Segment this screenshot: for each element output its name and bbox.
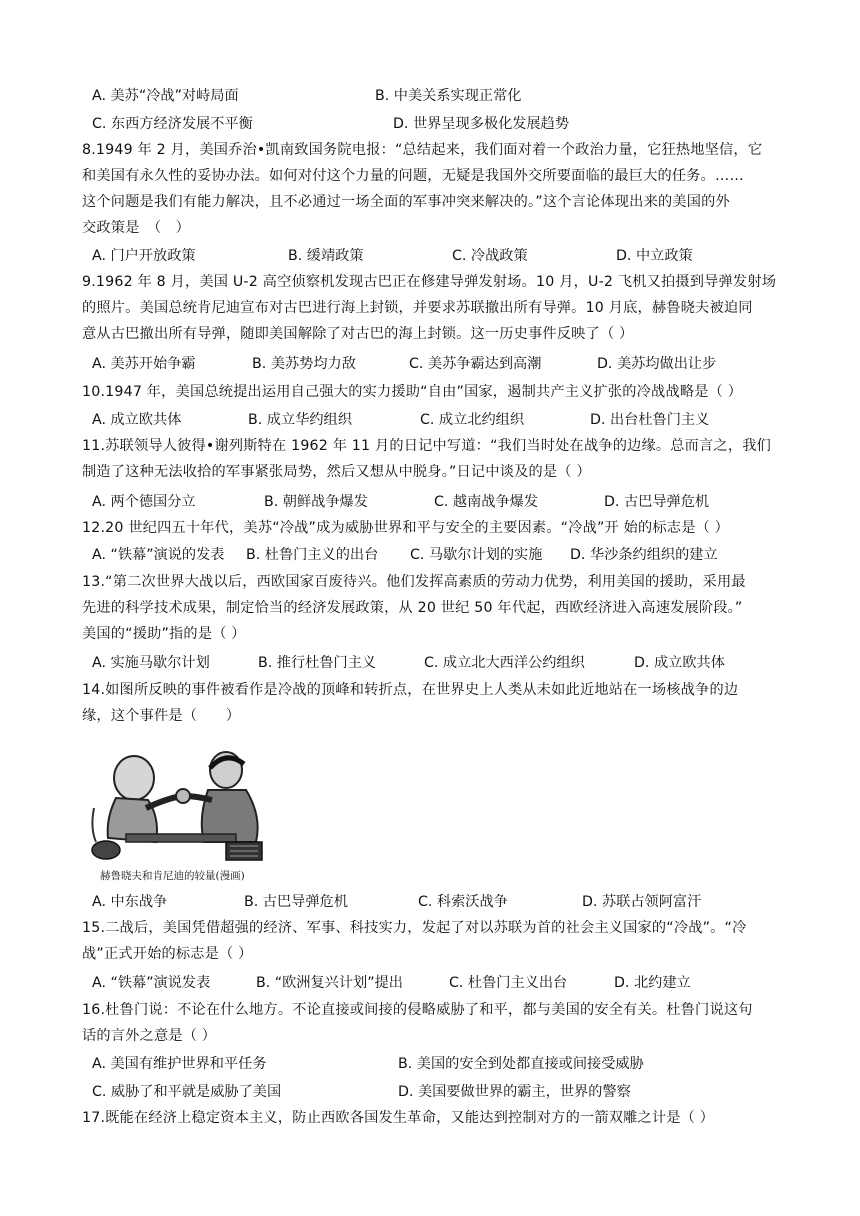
q13-option-a: A. 实施马歇尔计划	[92, 655, 210, 671]
q16-line-1: 16.杜鲁门说：不论在什么地方。不论直接或间接的侵略威胁了和平，都与美国的安全有关。杜鲁门说这句	[82, 1002, 753, 1018]
q14-option-d: D. 苏联占领阿富汗	[582, 894, 702, 910]
arm-wrestling-cartoon-image	[86, 738, 276, 868]
q8-option-d: D. 中立政策	[616, 248, 693, 264]
q13-line-1: 13.“第二次世界大战以后，西欧国家百废待兴。他们发挥高素质的劳动力优势，利用美国的援助，采用最	[82, 574, 746, 590]
q8-line-4: 交政策是 （ ）	[82, 220, 191, 236]
q7-option-a: A. 美苏“冷战”对峙局面	[92, 88, 239, 104]
q15-line-1: 15.二战后，美国凭借超强的经济、军事、科技实力，发起了对以苏联为首的社会主义国家的“冷战”。“冷	[82, 920, 747, 936]
q10-option-b: B. 成立华约组织	[248, 412, 352, 428]
q7-option-b: B. 中美关系实现正常化	[375, 88, 522, 104]
q15-option-d: D. 北约建立	[614, 975, 691, 991]
q12-line-1: 12.20 世纪四五十年代，美苏“冷战”成为威胁世界和平与安全的主要因素。“冷战”开 始的标志是（ ）	[82, 520, 730, 536]
q9-line-1: 9.1962 年 8 月，美国 U-2 高空侦察机发现古巴正在修建导弹发射场。10 月，U-2 飞机又拍摄到导弹发射场	[82, 274, 777, 290]
q16-line-2: 话的言外之意是（ ）	[82, 1028, 217, 1044]
q15-option-b: B. “欧洲复兴计划”提出	[256, 975, 403, 991]
q9-option-d: D. 美苏均做出让步	[597, 356, 717, 372]
q10-line-1: 10.1947 年，美国总统提出运用自己强大的实力援助“自由”国家，遏制共产主义扩张的冷战战略是（ ）	[82, 384, 743, 400]
q13-line-2: 先进的科学技术成果，制定恰当的经济发展政策，从 20 世纪 50 年代起，西欧经济进入高速发展阶段。”	[82, 600, 743, 616]
q10-option-d: D. 出台杜鲁门主义	[590, 412, 710, 428]
q15-option-c: C. 杜鲁门主义出台	[449, 975, 568, 991]
q15-option-a: A. “铁幕”演说发表	[92, 975, 211, 991]
q9-option-a: A. 美苏开始争霸	[92, 356, 196, 372]
q7-option-c: C. 东西方经济发展不平衡	[92, 116, 253, 132]
q14-option-a: A. 中东战争	[92, 894, 168, 910]
q11-option-c: C. 越南战争爆发	[434, 494, 539, 510]
q14-option-b: B. 古巴导弹危机	[244, 894, 348, 910]
q13-option-b: B. 推行杜鲁门主义	[258, 655, 377, 671]
q12-option-d: D. 华沙条约组织的建立	[570, 547, 718, 563]
q14-option-c: C. 科索沃战争	[418, 894, 508, 910]
q13-line-3: 美国的“援助”指的是（ ）	[82, 626, 246, 642]
q11-line-1: 11.苏联领导人彼得•谢列斯特在 1962 年 11 月的日记中写道：“我们当时处在战争的边缘。总而言之，我们	[82, 438, 771, 454]
q11-option-d: D. 古巴导弹危机	[604, 494, 710, 510]
q15-line-2: 战”正式开始的标志是（ ）	[82, 946, 253, 962]
q8-option-b: B. 缓靖政策	[288, 248, 364, 264]
q13-option-d: D. 成立欧共体	[634, 655, 725, 671]
q11-line-2: 制造了这种无法收拾的军事紧张局势，然后又想从中脱身。”日记中谈及的是（ ）	[82, 464, 591, 480]
q13-option-c: C. 成立北大西洋公约组织	[424, 655, 585, 671]
q14-line-1: 14.如图所反映的事件被看作是冷战的顶峰和转折点，在世界史上人类从未如此近地站在一场核战争的边	[82, 682, 739, 698]
q8-line-3: 这个问题是我们有能力解决，且不必通过一场全面的军事冲突来解决的。”这个言论体现出来的美国的外	[82, 194, 730, 210]
q9-option-b: B. 美苏势均力敌	[252, 356, 356, 372]
q16-option-c: C. 威胁了和平就是威胁了美国	[92, 1084, 282, 1100]
q8-option-a: A. 门户开放政策	[92, 248, 196, 264]
q16-option-a: A. 美国有维护世界和平任务	[92, 1056, 267, 1072]
q16-option-b: B. 美国的安全到处都直接或间接受威胁	[398, 1056, 644, 1072]
q9-line-3: 意从古巴撤出所有导弹，随即美国解除了对古巴的海上封锁。这一历史事件反映了（ ）	[82, 326, 634, 342]
q12-option-a: A. “铁幕”演说的发表	[92, 547, 225, 563]
q7-option-d: D. 世界呈现多极化发展趋势	[393, 116, 570, 132]
q10-option-c: C. 成立北约组织	[420, 412, 525, 428]
q8-line-1: 8.1949 年 2 月，美国乔治•凯南致国务院电报：“总结起来，我们面对着一个政治力量，它狂热地坚信，它	[82, 142, 763, 158]
q9-option-c: C. 美苏争霸达到高潮	[409, 356, 542, 372]
q10-option-a: A. 成立欧共体	[92, 412, 182, 428]
q12-option-b: B. 杜鲁门主义的出台	[246, 547, 379, 563]
q11-option-b: B. 朝鲜战争爆发	[264, 494, 368, 510]
q16-option-d: D. 美国要做世界的霸主，世界的警察	[398, 1084, 631, 1100]
cartoon-figure	[86, 738, 276, 888]
q17-line-1: 17.既能在经济上稳定资本主义，防止西欧各国发生革命，又能达到控制对方的一箭双雕之计是（ ）	[82, 1110, 715, 1126]
q12-option-c: C. 马歇尔计划的实施	[410, 547, 543, 563]
q14-line-2: 缘，这个事件是（ ）	[82, 708, 241, 724]
q11-option-a: A. 两个德国分立	[92, 494, 196, 510]
cartoon-caption: 赫鲁晓夫和肯尼迪的较量(漫画)	[100, 870, 245, 882]
q8-option-c: C. 冷战政策	[452, 248, 528, 264]
q9-line-2: 的照片。美国总统肯尼迪宣布对古巴进行海上封锁，并要求苏联撤出所有导弹。10 月底，赫鲁晓夫被迫同	[82, 300, 753, 316]
q8-line-2: 和美国有永久性的妥协办法。如何对付这个力量的问题，无疑是我国外交所要面临的最巨大的任务。……	[82, 168, 744, 184]
